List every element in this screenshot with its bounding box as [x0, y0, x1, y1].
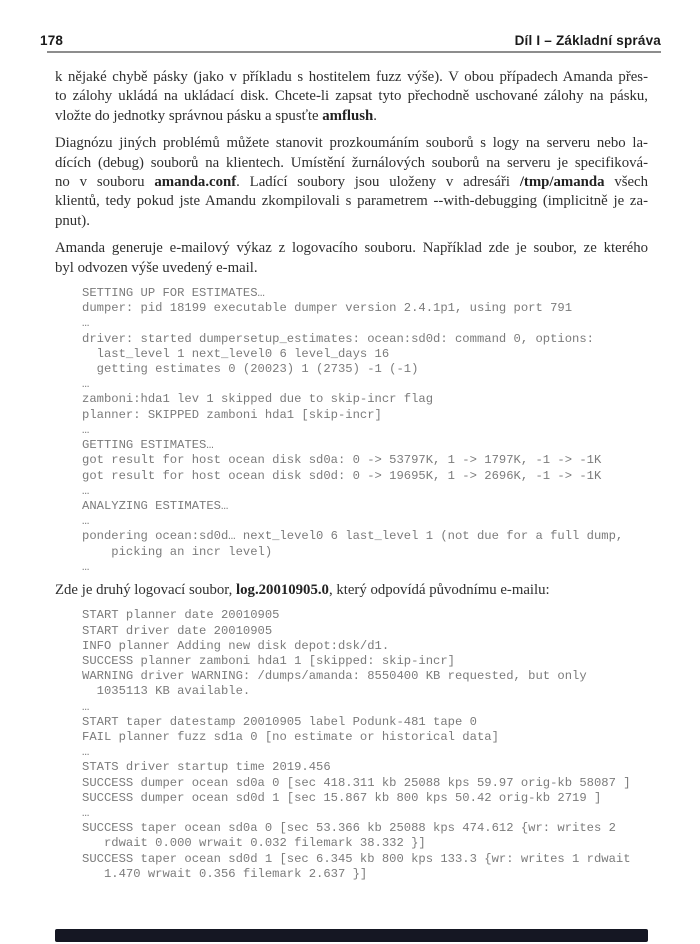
body-text: všech — [604, 174, 649, 191]
code-line: … — [82, 745, 90, 760]
code-line: … — [82, 699, 90, 714]
body-text: . — [373, 107, 377, 124]
code-line: got result for host ocean disk sd0a: 0 -> 53797K, 1 -> 1797K, -1 -> -1K — [82, 453, 602, 468]
code-line: 1.470 wrwait 0.356 filemark 2.637 }] — [82, 866, 368, 881]
text-line — [55, 239, 648, 258]
code-line: ANALYZING ESTIMATES… — [82, 498, 229, 513]
code-line: … — [82, 422, 90, 437]
body-text: to zálohy ukládá na ukládací disk. Chcete-li zapsat tyto přechodně uschované zálohy na pásku, — [55, 88, 648, 105]
code-line: getting estimates 0 (20023) 1 (2735) -1 (-1) — [82, 362, 419, 377]
code-line: SUCCESS dumper ocean sd0d 1 [sec 15.867 kb 800 kps 50.42 orig-kb 2719 ] — [82, 790, 602, 805]
code-line: START taper datestamp 20010905 label Podunk-481 tape 0 — [82, 714, 477, 729]
code-line: pondering ocean:sd0d… next_level0 6 last_level 1 (not due for a full dump, — [82, 529, 624, 544]
text-line — [55, 259, 648, 278]
paragraph — [55, 68, 648, 126]
code-line: START planner date 20010905 — [82, 608, 280, 623]
code-line: dumper: pid 18199 executable dumper version 2.4.1p1, using port 791 — [82, 301, 573, 316]
text-line — [55, 212, 648, 231]
text-line — [55, 87, 648, 106]
code-line: … — [82, 377, 90, 392]
text-line — [55, 68, 648, 87]
paragraph — [55, 134, 648, 231]
body-text: k nějaké chybě pásky (jako v příkladu s hostitelem fuzz výše). V obou případech Amanda přes- — [55, 69, 648, 85]
code-line: planner: SKIPPED zamboni hda1 [skip-incr] — [82, 407, 382, 422]
code-line: last_level 1 next_level0 6 level_days 16 — [82, 346, 390, 361]
text-line — [55, 107, 648, 126]
section-title: Díl I – Základní správa — [514, 33, 661, 48]
bold-term: /tmp/amanda — [519, 174, 605, 191]
code-line: … — [82, 316, 90, 331]
body-text: dících (debug) souborů na klientech. Umístění žurnálových souborů na serveru je specifiková- — [55, 154, 648, 171]
code-line: 1035113 KB available. — [82, 684, 251, 699]
code-line: … — [82, 514, 90, 529]
body-text: . Ladící soubory jsou uloženy v adresáři — [236, 174, 520, 191]
page-number: 178 — [40, 33, 64, 48]
body-text: Amanda generuje e-mailový výkaz z logovacího souboru. Například zde je soubor, ze kterého — [55, 240, 648, 257]
bold-term: amflush — [322, 107, 374, 124]
text-line — [55, 581, 648, 600]
page-content — [55, 68, 648, 888]
code-line: SUCCESS dumper ocean sd0a 0 [sec 418.311 kb 25088 kps 59.97 orig-kb 58087 ] — [82, 775, 631, 790]
text-line — [55, 192, 648, 211]
code-line: zamboni:hda1 lev 1 skipped due to skip-incr flag — [82, 392, 434, 407]
body-text: no v souboru — [55, 174, 155, 191]
text-line — [55, 134, 648, 153]
code-line: FAIL planner fuzz sd1a 0 [no estimate or historical data] — [82, 729, 499, 744]
body-text: Zde je druhý logovací soubor, — [55, 581, 237, 598]
bold-term: amanda.conf — [154, 174, 237, 191]
code-line: picking an incr level) — [82, 544, 273, 559]
code-line: SUCCESS taper ocean sd0a 0 [sec 53.366 kb 25088 kps 474.612 {wr: writes 2 — [82, 821, 616, 836]
log-code-block — [82, 608, 648, 882]
body-text: pnut). — [55, 212, 90, 229]
code-line: SETTING UP FOR ESTIMATES… — [82, 286, 265, 301]
body-text: vložte do jednotky správnou pásku a spusťte — [55, 107, 323, 124]
body-text: Diagnózu jiných problémů můžete stanovit prozkoumáním souborů s logy na serveru nebo la- — [55, 135, 648, 152]
code-line: rdwait 0.000 wrwait 0.032 filemark 38.332 }] — [82, 836, 426, 851]
text-line — [55, 173, 648, 192]
header-rule — [47, 51, 661, 53]
code-line: GETTING ESTIMATES… — [82, 438, 214, 453]
code-line: got result for host ocean disk sd0d: 0 -> 19695K, 1 -> 2696K, -1 -> -1K — [82, 468, 602, 483]
body-text: klientů, tedy pokud jste Amandu zkompilovali s parametrem --with-debugging (implicitně je za- — [55, 193, 648, 210]
code-line: START driver date 20010905 — [82, 623, 273, 638]
code-line: WARNING driver WARNING: /dumps/amanda: 8550400 KB requested, but only — [82, 669, 587, 684]
code-line: SUCCESS taper ocean sd0d 1 [sec 6.345 kb 800 kps 133.3 {wr: writes 1 rdwait — [82, 851, 631, 866]
code-line: … — [82, 805, 90, 820]
page-header — [40, 33, 661, 48]
code-line: STATS driver startup time 2019.456 — [82, 760, 331, 775]
bold-term: log.20010905.0 — [236, 581, 329, 598]
code-line: INFO planner Adding new disk depot:dsk/d1. — [82, 638, 390, 653]
paragraph — [55, 239, 648, 278]
code-line: … — [82, 483, 90, 498]
body-text: byl odvozen výše uvedený e-mail. — [55, 259, 258, 276]
footer-bar — [55, 929, 648, 942]
paragraph — [55, 581, 648, 600]
log-code-block — [82, 286, 648, 575]
code-line: SUCCESS planner zamboni hda1 1 [skipped: skip-incr] — [82, 653, 455, 668]
text-line — [55, 154, 648, 173]
code-line: … — [82, 559, 90, 574]
body-text: , který odpovídá původnímu e-mailu: — [328, 581, 550, 598]
code-line: driver: started dumpersetup_estimates: ocean:sd0d: command 0, options: — [82, 331, 594, 346]
